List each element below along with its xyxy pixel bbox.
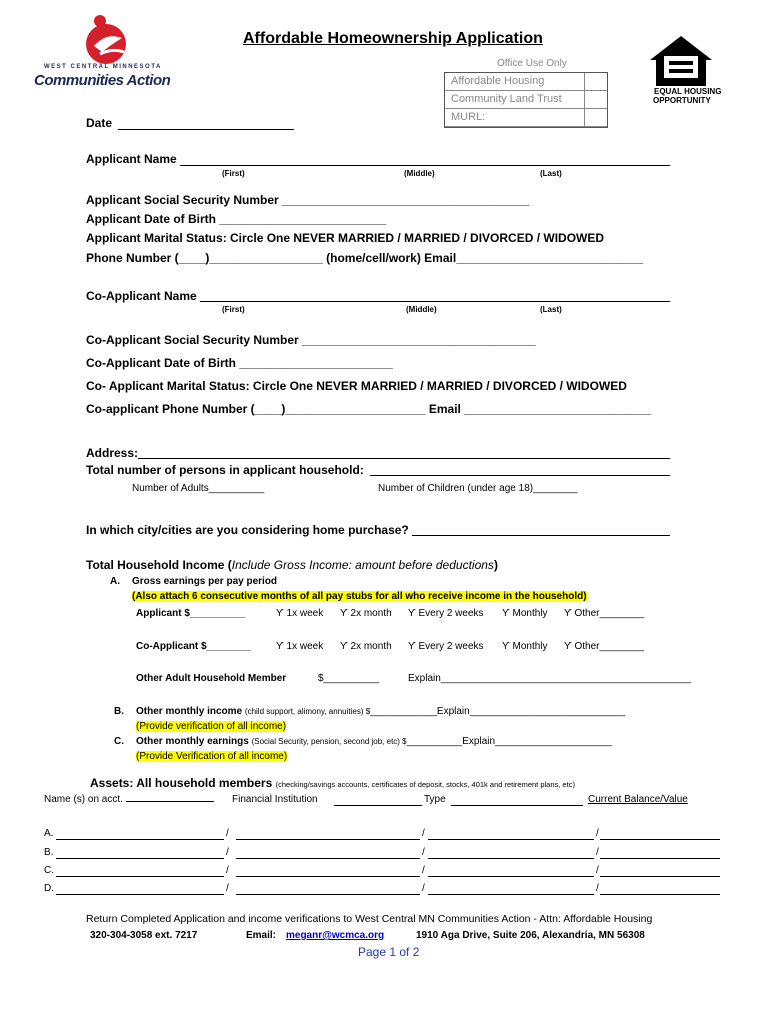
coapplicant-last-label: (Last): [540, 305, 562, 314]
coapplicant-freq-other[interactable]: ϒ Other________: [564, 641, 645, 652]
equal-housing-text-2: OPPORTUNITY: [653, 96, 711, 105]
office-use-row: Community Land Trust: [445, 91, 607, 109]
applicant-last-label: (Last): [540, 169, 562, 178]
org-logo-top: WEST CENTRAL MINNESOTA: [44, 64, 162, 70]
applicant-marital: Applicant Marital Status: Circle One NEVER MARRIED / MARRIED / DIVORCED / WIDOWED: [86, 231, 605, 245]
applicant-middle-label: (Middle): [404, 169, 435, 178]
date-field[interactable]: [118, 129, 294, 130]
asset-row-separator: /: [596, 847, 599, 858]
city-field[interactable]: [412, 535, 670, 536]
equal-housing-logo: [646, 32, 722, 108]
income-c-field[interactable]: __________Explain_____________________: [406, 736, 612, 747]
income-b-line: [136, 706, 625, 717]
asset-row-separator: /: [226, 847, 229, 858]
income-b-note: (Provide verification of all income): [136, 721, 287, 732]
asset-row-field[interactable]: [600, 876, 720, 877]
asset-row-label: D.: [44, 883, 54, 894]
income-title-italic: Include Gross Income: amount before deductions: [231, 558, 494, 572]
applicant-ssn[interactable]: Applicant Social Security Number _____________________________________: [86, 193, 529, 207]
equal-housing-text-1: EQUAL HOUSING: [654, 87, 722, 96]
applicant-phone[interactable]: Phone Number (____)_________________ (home/cell/work) Email____________________________: [86, 251, 644, 265]
coapplicant-first-label: (First): [222, 305, 245, 314]
org-logo: [30, 12, 170, 92]
footer-address: 1910 Aga Drive, Suite 206, Alexandria, MN 56308: [416, 930, 645, 941]
page-title: Affordable Homeownership Application: [243, 30, 543, 47]
coapplicant-income-field[interactable]: Co-Applicant $________: [136, 641, 252, 652]
office-use-label: Office Use Only: [497, 58, 567, 69]
asset-row-field[interactable]: [236, 876, 420, 877]
applicant-freq-every-2-weeks[interactable]: ϒ Every 2 weeks: [408, 608, 484, 619]
income-a-letter: A.: [110, 576, 120, 587]
applicant-freq-other[interactable]: ϒ Other________: [564, 608, 645, 619]
asset-row-separator: /: [422, 828, 425, 839]
household-persons-field[interactable]: [370, 475, 670, 476]
asset-row-separator: /: [596, 883, 599, 894]
assets-col-names: [44, 794, 214, 805]
asset-row-field[interactable]: [56, 839, 224, 840]
footer-email-label: Email:: [246, 930, 277, 941]
assets-col-names-line: [126, 801, 214, 802]
asset-row-field[interactable]: [428, 894, 594, 895]
income-c-line: [136, 736, 612, 747]
date-label: Date: [86, 116, 113, 130]
asset-row-field[interactable]: [236, 839, 420, 840]
applicant-freq-2x-month[interactable]: ϒ 2x month: [340, 608, 392, 619]
applicant-name-field[interactable]: [180, 165, 670, 166]
other-adult-amount-field[interactable]: $__________: [318, 673, 380, 684]
assets-col-names-label: Name (s) on acct.: [44, 794, 123, 805]
asset-row-separator: /: [596, 828, 599, 839]
asset-row-field[interactable]: [600, 858, 720, 859]
coapplicant-dob[interactable]: Co-Applicant Date of Birth _______________________: [86, 356, 393, 370]
income-a-note: (Also attach 6 consecutive months of all pay stubs for all who receive income in the household): [132, 591, 587, 602]
asset-row-field[interactable]: [428, 858, 594, 859]
footer-email-link[interactable]: meganr@wcmca.org: [286, 930, 385, 941]
asset-row-separator: /: [226, 883, 229, 894]
asset-row-field[interactable]: [236, 894, 420, 895]
asset-row-label: B.: [44, 847, 54, 858]
footer-return: Return Completed Application and income verifications to West Central MN Communities Action - Attn: Affordable Housing: [86, 913, 653, 925]
asset-row-field[interactable]: [236, 858, 420, 859]
adults-field[interactable]: Number of Adults__________: [132, 483, 265, 494]
coapplicant-middle-label: (Middle): [406, 305, 437, 314]
income-b-detail: (child support, alimony, annuities) $: [244, 707, 371, 716]
assets-detail: (checking/savings accounts, certificates of deposit, stocks, 401k and retirement plans, etc): [275, 780, 575, 789]
income-b-label: Other monthly income: [136, 706, 243, 717]
asset-row-label: C.: [44, 865, 54, 876]
assets-col-balance: Current Balance/Value: [588, 794, 688, 805]
assets-title: Assets: All household members: [90, 776, 273, 790]
org-logo-icon: [78, 14, 138, 66]
applicant-name-label: Applicant Name: [86, 152, 177, 166]
income-title-bold: Total Household Income (: [86, 558, 232, 572]
coapplicant-freq-2x-month[interactable]: ϒ 2x month: [340, 641, 392, 652]
asset-row-separator: /: [422, 883, 425, 894]
asset-row-label: A.: [44, 828, 54, 839]
city-label: In which city/cities are you considering home purchase?: [86, 523, 409, 537]
coapplicant-ssn[interactable]: Co-Applicant Social Security Number ___________________________________: [86, 333, 536, 347]
asset-row-separator: /: [226, 828, 229, 839]
office-use-row: MURL:: [445, 109, 607, 127]
income-a-label: Gross earnings per pay period: [132, 576, 278, 587]
applicant-income-field[interactable]: Applicant $__________: [136, 608, 246, 619]
children-field[interactable]: Number of Children (under age 18)________: [378, 483, 578, 494]
asset-row-field[interactable]: [56, 876, 224, 877]
applicant-freq-1x-week[interactable]: ϒ 1x week: [276, 608, 324, 619]
income-c-detail: (Social Security, pension, second job, etc) $: [251, 737, 407, 746]
address-label: Address:: [86, 446, 139, 460]
asset-row-field[interactable]: [600, 839, 720, 840]
assets-title-line: [90, 776, 575, 790]
income-b-letter: B.: [114, 706, 124, 717]
asset-row-separator: /: [226, 865, 229, 876]
income-c-note: (Provide Verification of all income): [136, 751, 288, 762]
footer-phone: 320-304-3058 ext. 7217: [90, 930, 198, 941]
income-c-label: Other monthly earnings: [136, 736, 249, 747]
household-persons-label: Total number of persons in applicant household:: [86, 463, 364, 477]
address-field[interactable]: [138, 458, 670, 459]
applicant-first-label: (First): [222, 169, 245, 178]
house-icon: [646, 32, 716, 88]
asset-row-field[interactable]: [600, 894, 720, 895]
coapplicant-name-label: Co-Applicant Name: [86, 289, 197, 303]
income-b-field[interactable]: ____________Explain____________________________: [370, 706, 626, 717]
coapplicant-freq-every-2-weeks[interactable]: ϒ Every 2 weeks: [408, 641, 484, 652]
asset-row-field[interactable]: [428, 839, 594, 840]
coapplicant-freq-monthly[interactable]: ϒ Monthly: [502, 641, 548, 652]
applicant-freq-monthly[interactable]: ϒ Monthly: [502, 608, 548, 619]
other-adult-label: Other Adult Household Member: [136, 673, 287, 684]
office-use-box: [444, 72, 608, 128]
office-use-row: Affordable Housing: [445, 73, 607, 91]
income-c-letter: C.: [114, 736, 124, 747]
income-title: [86, 558, 498, 572]
assets-col-institution-line: [334, 805, 422, 806]
income-title-end: ): [493, 558, 498, 572]
assets-col-institution: Financial Institution: [232, 794, 318, 805]
office-use-check-column: [584, 73, 607, 127]
assets-col-type: Type: [424, 794, 446, 805]
asset-row-separator: /: [422, 865, 425, 876]
asset-row-field[interactable]: [56, 858, 224, 859]
assets-col-type-line: [451, 805, 583, 806]
asset-row-separator: /: [422, 847, 425, 858]
coapplicant-marital: Co- Applicant Marital Status: Circle One NEVER MARRIED / MARRIED / DIVORCED / WIDOWED: [86, 379, 627, 393]
coapplicant-freq-1x-week[interactable]: ϒ 1x week: [276, 641, 324, 652]
applicant-dob[interactable]: Applicant Date of Birth _________________________: [86, 212, 387, 226]
asset-row-field[interactable]: [56, 894, 224, 895]
org-logo-name: Communities Action: [34, 72, 171, 89]
other-adult-explain-field[interactable]: Explain_____________________________________________: [408, 673, 692, 684]
asset-row-separator: /: [596, 865, 599, 876]
coapplicant-name-field[interactable]: [200, 301, 670, 302]
page-number: Page 1 of 2: [358, 945, 420, 959]
asset-row-field[interactable]: [428, 876, 594, 877]
coapplicant-phone[interactable]: Co-applicant Phone Number (____)_____________________ Email ____________________________: [86, 402, 652, 416]
